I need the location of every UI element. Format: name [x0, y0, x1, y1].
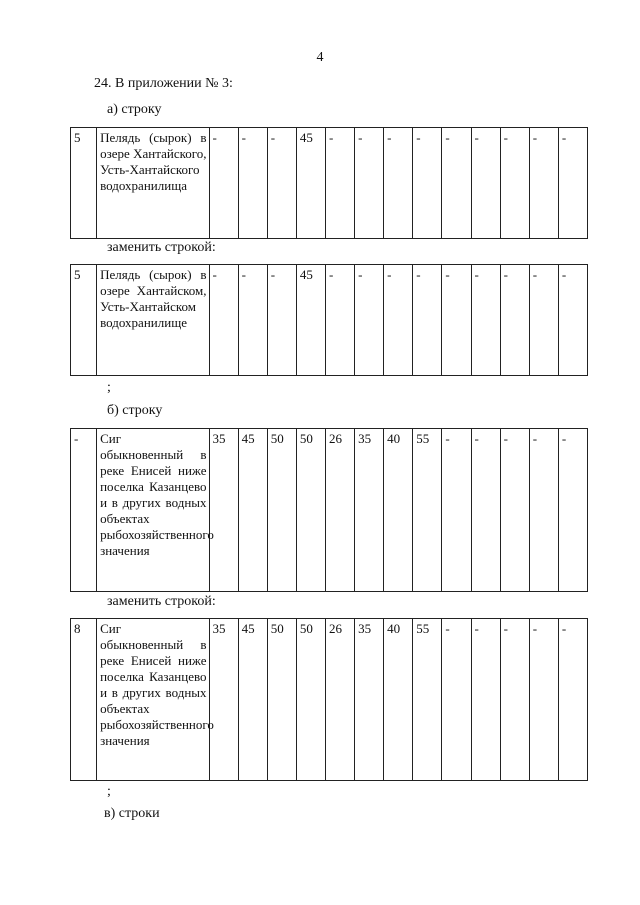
value-cell: 35	[355, 429, 384, 592]
value-cell: -	[413, 128, 442, 239]
value-cell: -	[500, 265, 529, 376]
value-cell: 26	[325, 619, 354, 781]
table-row	[71, 265, 588, 376]
value-cell: -	[471, 619, 500, 781]
table-row	[71, 429, 588, 592]
value-cell: -	[442, 619, 471, 781]
table-row-new-peled	[70, 264, 588, 376]
value-cell: -	[471, 429, 500, 592]
value-cell: 45	[238, 429, 267, 592]
value-cell: 35	[355, 619, 384, 781]
value-cell: -	[267, 265, 296, 376]
value-cell: 45	[296, 265, 325, 376]
value-cell: 40	[384, 619, 413, 781]
value-cell: -	[442, 265, 471, 376]
label-v: в) строки	[104, 806, 160, 821]
value-cell: -	[209, 128, 238, 239]
value-cell: -	[442, 429, 471, 592]
value-cell: 50	[267, 429, 296, 592]
value-cell: -	[384, 128, 413, 239]
value-cell: -	[355, 265, 384, 376]
table-row	[71, 128, 588, 239]
value-cell: -	[529, 265, 558, 376]
table-row-old-whitefish	[70, 428, 588, 592]
value-cell: -	[529, 128, 558, 239]
value-cell: -	[558, 128, 587, 239]
value-cell: -	[267, 128, 296, 239]
value-cell: 55	[413, 429, 442, 592]
semicolon: ;	[107, 380, 111, 395]
value-cell: -	[355, 128, 384, 239]
value-cell: 26	[325, 429, 354, 592]
value-cell: -	[238, 128, 267, 239]
value-cell: 50	[296, 619, 325, 781]
species-name: Пелядь (сырок) в озере Хантайском, Усть-Хантайском водохранилище	[97, 265, 209, 376]
table-row-new-whitefish	[70, 618, 588, 781]
label-b: б) строку	[107, 403, 163, 418]
value-cell: -	[442, 128, 471, 239]
value-cell: -	[471, 128, 500, 239]
value-cell: -	[558, 265, 587, 376]
row-number: 5	[71, 128, 97, 239]
value-cell: -	[500, 619, 529, 781]
value-cell: -	[500, 128, 529, 239]
value-cell: -	[558, 619, 587, 781]
intro-text: 24. В приложении № 3:	[94, 76, 233, 91]
value-cell: 40	[384, 429, 413, 592]
semicolon: ;	[107, 784, 111, 799]
value-cell: -	[238, 265, 267, 376]
species-name: Сиг обыкновенный в реке Енисей ниже поселка Казанцево и в других водных объектах рыбохозяйственного значения	[97, 429, 209, 592]
value-cell: 35	[209, 619, 238, 781]
value-cell: -	[471, 265, 500, 376]
value-cell: -	[529, 619, 558, 781]
table-row	[71, 619, 588, 781]
value-cell: 50	[296, 429, 325, 592]
value-cell: -	[325, 265, 354, 376]
replace-label: заменить строкой:	[107, 240, 216, 255]
species-name: Пелядь (сырок) в озере Хантайского, Усть-Хантайского водохранилища	[97, 128, 209, 239]
value-cell: 45	[238, 619, 267, 781]
value-cell: 55	[413, 619, 442, 781]
replace-label: заменить строкой:	[107, 594, 216, 609]
value-cell: -	[500, 429, 529, 592]
species-name: Сиг обыкновенный в реке Енисей ниже поселка Казанцево и в других водных объектах рыбохозяйственного значения	[97, 619, 209, 781]
table-row-old-peled	[70, 127, 588, 239]
label-a: а) строку	[107, 102, 162, 117]
value-cell: -	[529, 429, 558, 592]
value-cell: -	[384, 265, 413, 376]
value-cell: -	[325, 128, 354, 239]
value-cell: -	[209, 265, 238, 376]
row-number: 5	[71, 265, 97, 376]
value-cell: 35	[209, 429, 238, 592]
value-cell: -	[413, 265, 442, 376]
row-number: -	[71, 429, 97, 592]
value-cell: 45	[296, 128, 325, 239]
page-number: 4	[316, 50, 324, 65]
row-number: 8	[71, 619, 97, 781]
value-cell: 50	[267, 619, 296, 781]
value-cell: -	[558, 429, 587, 592]
